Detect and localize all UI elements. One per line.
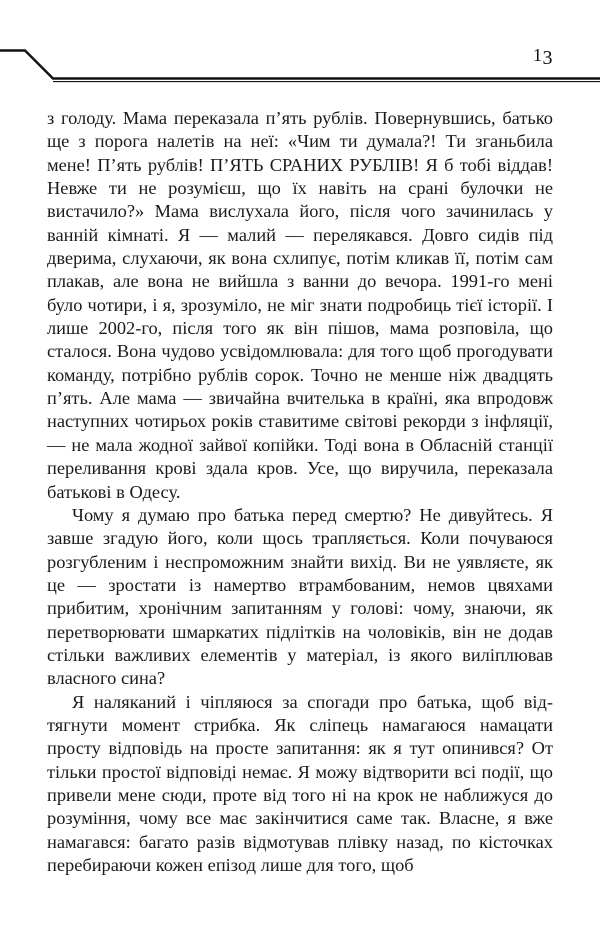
paragraph-3: Я наляканий і чіпляюся за спогади про батька, щоб відтягнути момент стрибка. Як сліпець намагаюся намацати просту відповідь на просте запитання: як я тут опинився? От тільки простої відповіді немає. Я можу відтворити всі події, що привели мене сюди, проте від того ні на крок не наближуся до розуміння, чому все має закінчитися саме так. Власне, я вже намагався: багато разів відмотував плівку назад, по кісточках перебираючи кожен епізод лише для того, щоб bbox=[47, 691, 553, 875]
stepped-rule-decoration bbox=[0, 40, 600, 88]
page-number-digit-1: 1 bbox=[533, 45, 543, 65]
body-text-block bbox=[47, 107, 553, 877]
paragraph-1: з голоду. Мама переказала п’ять рублів. Повернувшись, батько ще з порога налетів на неї: «Чим ти думала?! Ти зганьбила мене! П’ять рублів! П’ЯТЬ СРАНИХ РУБЛІВ! Я б тобі віддав! Невже ти не розумієш, що їх навіть на срані булочки не вистачило?» Мама вислухала його, після чого зачинилась у ванній кімнаті. Я — малий — перелякався. Довго сидів під дверима, слухаючи, як вона схлипує, потім кликав її, потім сам плакав, але вона не вийшла з ванни до вечора. 1991-го мені було чотири, і я, зрозуміло, не міг знати подробиць тієї історії. І лише 2002-го, після того як він пішов, мама розповіла, що сталося. Вона чудово усвідомлювала: для того щоб прогодувати команду, потрібно рублів сорок. Точно не менше ніж двадцять п’ять. Але мама — звичайна вчителька в країні, яка впродовж наступних чотирьох років ставитиме світові рекорди з інфляції, — не мала жодної зайвої копійки. Тоді вона в Обласній станції переливання крові здала кров. Усе, що виручила, переказала батькові в Одесу. bbox=[47, 108, 553, 502]
page-number bbox=[533, 45, 553, 69]
page-number-digit-2: 3 bbox=[542, 47, 553, 69]
paragraph-2: Чому я думаю про батька перед смертю? Не дивуйтесь. Я завше згадую його, коли щось трапляється. Коли почуваюся розгубленим і неспроможним знайти вихід. Ви не уявляєте, як це — зростати із намертво втрамбованим, немов цвяхами прибитим, хронічним запитанням у голові: чому, знаючи, як перетворювати шмаркатих підлітків на чоловіків, він не додав стільки важливих елементів у матеріал, із якого виліплював власного сина? bbox=[47, 504, 553, 689]
running-head bbox=[0, 0, 600, 96]
